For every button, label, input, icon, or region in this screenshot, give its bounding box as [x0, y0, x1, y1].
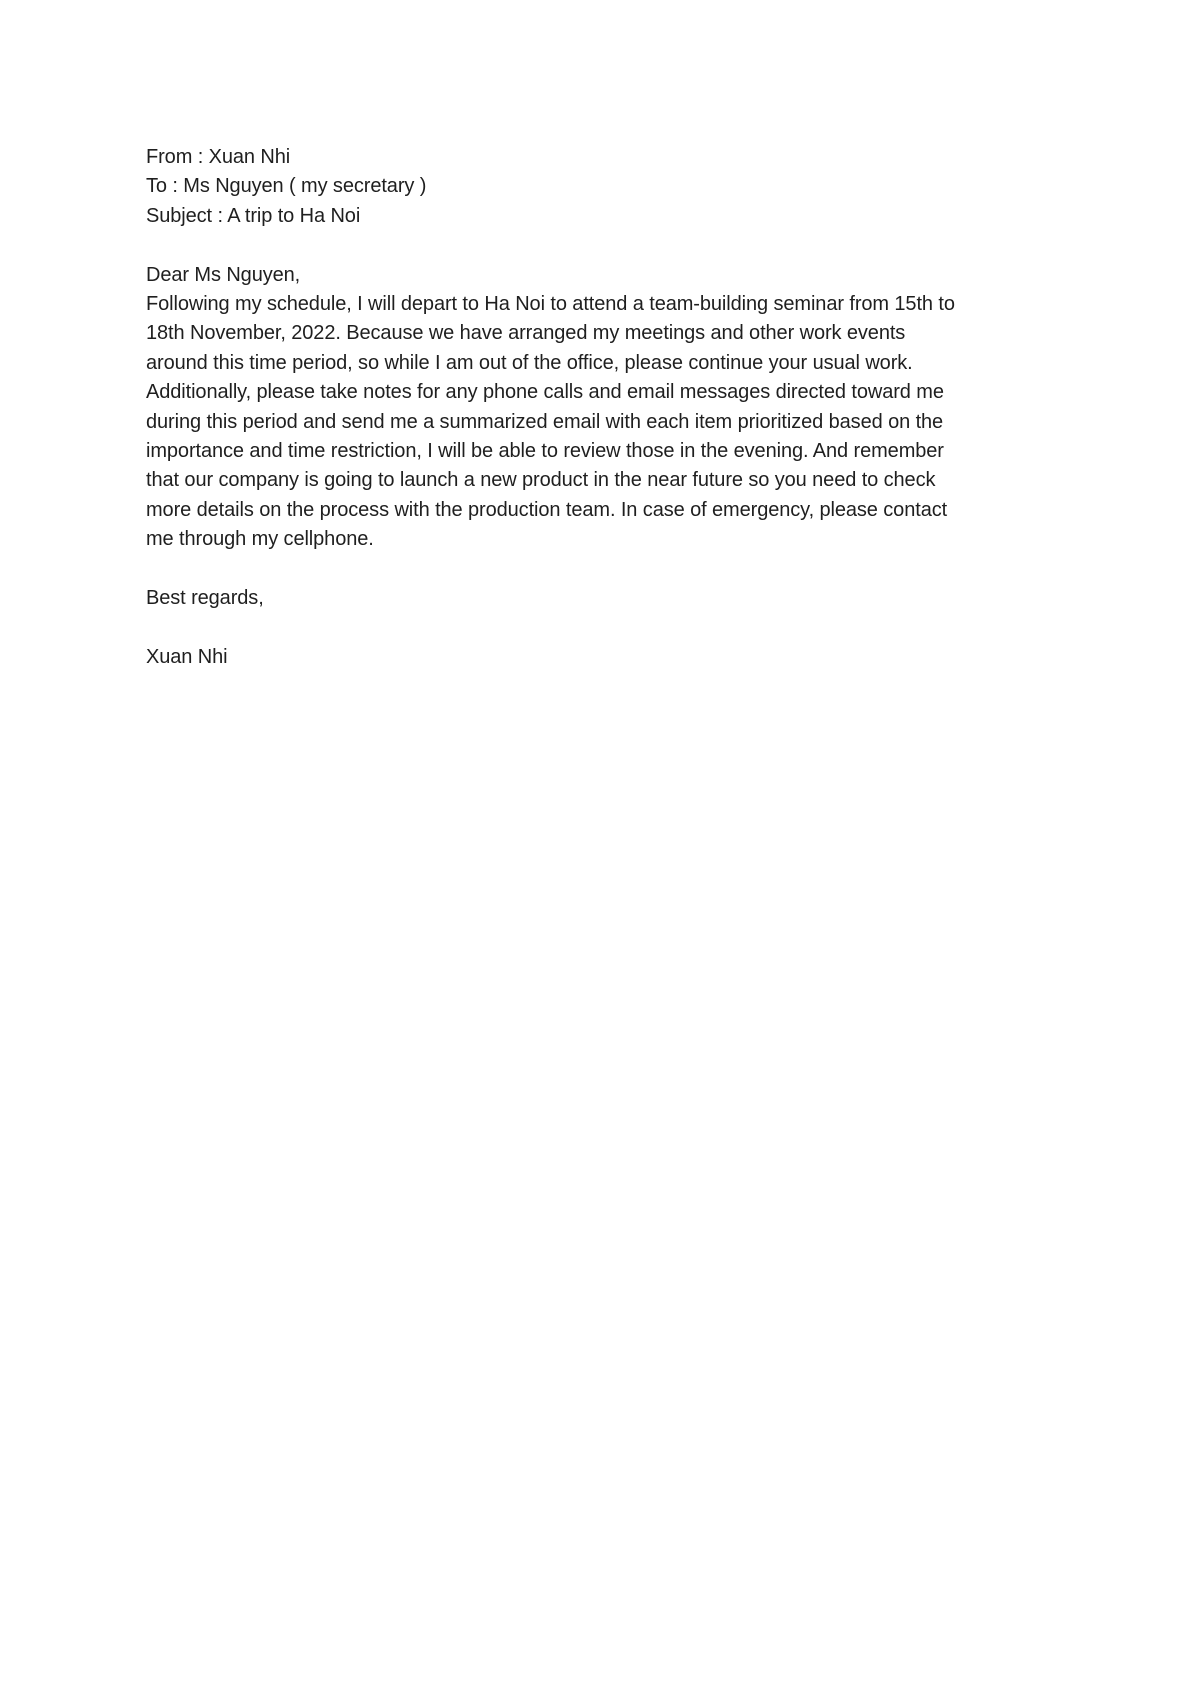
paragraph-line: Following my schedule, I will depart to Ha Noi to attend a team-building seminar from 15th to — [146, 293, 955, 316]
spacer — [146, 613, 1076, 642]
paragraph-line: me through my cellphone. — [146, 528, 374, 551]
paragraph-line: importance and time restriction, I will be able to review those in the evening. And remember — [146, 440, 944, 463]
paragraph-line: that our company is going to launch a new product in the near future so you need to check — [146, 469, 936, 492]
subject-line: Subject : A trip to Ha Noi — [146, 204, 361, 227]
paragraph-line: around this time period, so while I am out of the office, please continue your usual work. — [146, 351, 913, 374]
spacer — [146, 555, 1076, 584]
closing: Best regards, — [146, 587, 264, 610]
paragraph-line: 18th November, 2022. Because we have arranged my meetings and other work events — [146, 322, 906, 345]
to-line: To : Ms Nguyen ( my secretary ) — [146, 175, 427, 198]
paragraph-line: during this period and send me a summarized email with each item prioritized based on the — [146, 410, 944, 433]
signature: Xuan Nhi — [146, 645, 228, 668]
paragraph-line: Additionally, please take notes for any phone calls and email messages directed toward me — [146, 381, 944, 404]
letter-body — [146, 143, 1076, 672]
spacer — [146, 231, 1076, 260]
paragraph-line: more details on the process with the production team. In case of emergency, please contact — [146, 498, 948, 521]
from-line: From : Xuan Nhi — [146, 146, 291, 168]
greeting: Dear Ms Nguyen, — [146, 263, 301, 286]
